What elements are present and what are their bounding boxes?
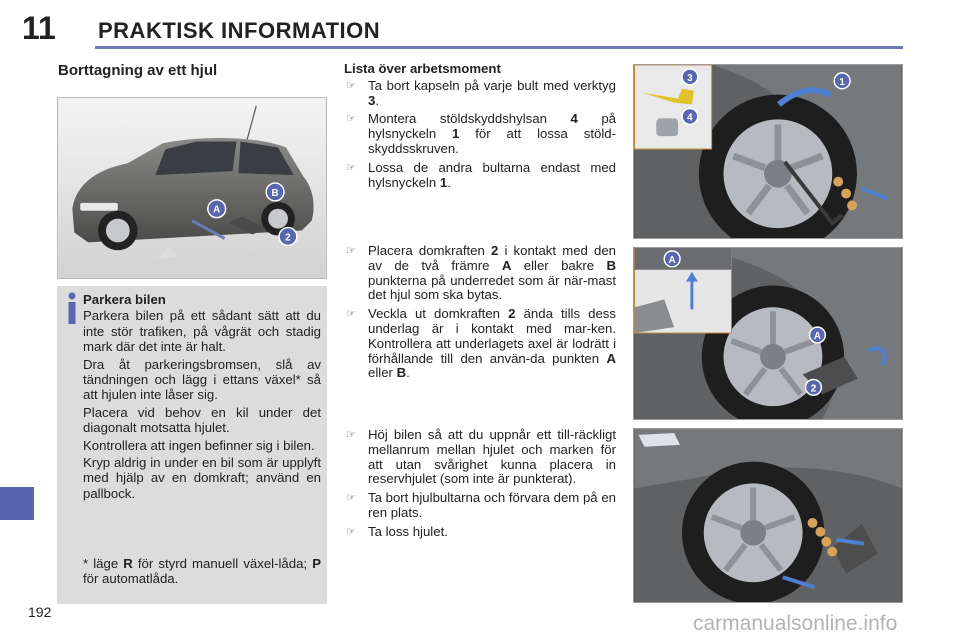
work-list-group-3 xyxy=(344,428,616,544)
list-item xyxy=(344,428,616,487)
footnote-text: för styrd manuell växel-låda; xyxy=(132,556,313,571)
footnote-bold: R xyxy=(123,556,133,571)
footnote-text: * läge xyxy=(83,556,124,571)
item-bold: B xyxy=(606,257,616,273)
info-paragraph: Parkera bilen på ett sådant sätt att du inte stör trafiken, på vågrät och stadig mark där det inte är halt. xyxy=(83,308,321,355)
info-icon xyxy=(65,292,79,326)
item-bold: 4 xyxy=(570,111,578,127)
info-paragraph: Dra åt parkeringsbromsen, slå av tändningen och lägg i ettans växel* så att hjulen inte låser sig. xyxy=(83,356,321,403)
info-paragraph: Kryp aldrig in under en bil som är upplyft med hjälp av en domkraft; använd en pallbock. xyxy=(83,455,321,501)
item-text: Placera domkraften xyxy=(368,243,491,258)
page-number: 192 xyxy=(28,604,52,620)
callout-label: B xyxy=(271,187,279,199)
item-text: eller xyxy=(368,365,397,381)
callout-label: 2 xyxy=(285,232,291,244)
info-paragraph: Kontrollera att ingen befinner sig i bilen. xyxy=(83,437,315,453)
item-bold: 1 xyxy=(439,174,448,190)
photo-bolt-removal xyxy=(633,64,903,239)
list-item xyxy=(344,79,616,109)
photo-wheel-removal xyxy=(633,428,903,603)
pointing-hand-icon: ☞ xyxy=(346,308,356,321)
item-text: . xyxy=(375,92,380,108)
item-text: Montera stöldskyddshylsan xyxy=(368,111,571,127)
section-title: Borttagning av ett hjul xyxy=(58,62,218,79)
item-text: på hylsnyckeln xyxy=(368,111,616,142)
item-text: för att lossa stöld-skyddsskruven. xyxy=(368,126,616,156)
pointing-hand-icon: ☞ xyxy=(346,492,356,505)
footnote-bold: P xyxy=(312,556,321,571)
info-title: Parkera bilen xyxy=(83,292,166,307)
item-bold: A xyxy=(606,350,616,366)
footnote xyxy=(83,556,321,587)
work-list-group-2 xyxy=(344,244,616,385)
item-text: ända tills dess underlag är i kontakt med mar-ken. Kontrollera att underlagets axel är lodrätt i förhållande till den använ-da punkten xyxy=(368,306,616,366)
item-bold: 2 xyxy=(490,243,499,258)
item-text: Lossa de andra bultarna endast med hylsnyckeln xyxy=(368,159,616,190)
photo-jack-placement xyxy=(633,247,903,420)
item-bold: 1 xyxy=(452,126,460,142)
jack-placement-illustration xyxy=(634,248,902,419)
list-item xyxy=(344,161,616,191)
info-content xyxy=(83,292,321,503)
item-bold: 3 xyxy=(368,92,376,108)
wheel-removal-illustration xyxy=(634,429,902,602)
pointing-hand-icon: ☞ xyxy=(346,79,356,92)
item-bold: A xyxy=(501,257,512,273)
callout-label: A xyxy=(213,204,221,216)
chapter-side-tab xyxy=(0,487,34,520)
pointing-hand-icon: ☞ xyxy=(346,429,356,441)
callout-label: A xyxy=(668,254,676,266)
header-rule xyxy=(95,46,903,49)
item-text: Ta loss hjulet. xyxy=(368,523,448,539)
item-text: . xyxy=(406,365,410,381)
list-item xyxy=(344,307,616,381)
car-illustration xyxy=(57,97,327,279)
pointing-hand-icon: ☞ xyxy=(346,113,356,126)
work-list-title: Lista över arbetsmoment xyxy=(344,61,501,76)
watermark: carmanualsonline.info xyxy=(693,612,898,635)
bolt-removal-illustration xyxy=(634,65,902,238)
item-text: Höj bilen så att du uppnår ett till-räckligt mellanrum mellan hjulet och marken för att utan svårighet kunna placera in reservhjulet (som inte är punkterat). xyxy=(368,427,616,487)
callout-label: A xyxy=(813,330,821,342)
item-text: eller bakre xyxy=(511,257,607,273)
item-text: punkterna på underredet som är när-mast det hjul som ska bytas. xyxy=(368,272,616,303)
list-item xyxy=(344,244,616,303)
callout-label: 4 xyxy=(687,112,693,124)
callout-label: 1 xyxy=(839,76,845,88)
car-drawing xyxy=(58,98,326,278)
pointing-hand-icon: ☞ xyxy=(346,245,356,257)
item-text: Ta bort hjulbultarna och förvara dem på en ren plats. xyxy=(368,490,616,520)
pointing-hand-icon: ☞ xyxy=(346,525,356,538)
list-item xyxy=(344,491,616,521)
callout-label: 2 xyxy=(810,383,817,395)
pointing-hand-icon: ☞ xyxy=(346,161,356,174)
info-box xyxy=(57,286,327,604)
item-text: i kontakt med den av de två främre xyxy=(368,243,617,273)
item-text: Ta bort kapseln på varje bult med verktyg xyxy=(368,77,616,93)
footnote-text: för automatlåda. xyxy=(83,571,179,587)
callout-label: 3 xyxy=(687,72,693,84)
item-text: . xyxy=(447,174,451,190)
chapter-title: PRAKTISK INFORMATION xyxy=(98,18,381,43)
item-bold: 2 xyxy=(508,306,516,322)
list-item xyxy=(344,112,616,156)
info-paragraph: Placera vid behov en kil under det diagonalt motsatta hjulet. xyxy=(83,404,321,436)
item-bold: B xyxy=(396,365,407,381)
item-text: Veckla ut domkraften xyxy=(368,306,509,322)
chapter-number: 11 xyxy=(22,10,56,46)
list-item xyxy=(344,525,616,540)
work-list-group-1 xyxy=(344,62,616,194)
